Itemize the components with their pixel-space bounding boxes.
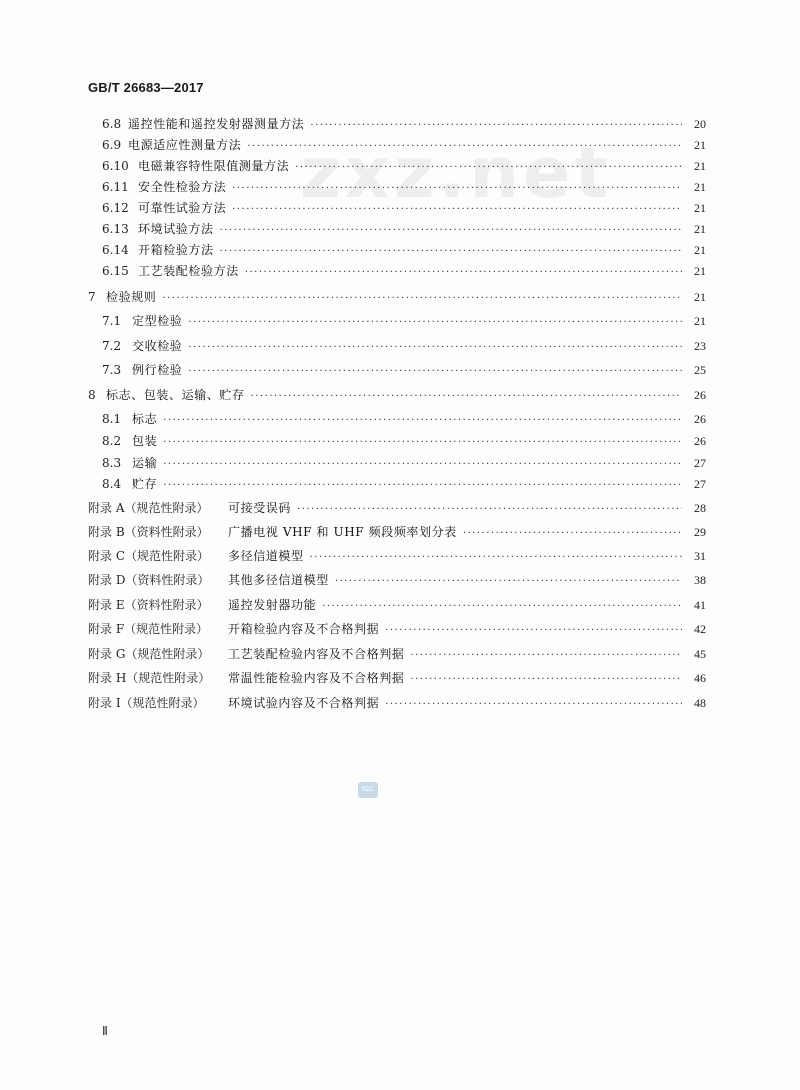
- toc-entry-number: 6.13: [102, 222, 129, 236]
- toc-entry-title: 电源适应性测量方法: [128, 138, 242, 152]
- toc-entry[interactable]: [102, 474, 706, 494]
- toc-leader-dots: [232, 179, 682, 199]
- toc-leader-dots: [220, 242, 682, 262]
- publisher-stamp-icon: SDC: [358, 782, 378, 798]
- toc-entry-page: 21: [694, 159, 706, 173]
- watermark: zxz.net: [300, 132, 612, 214]
- toc-entry-number: 6.8: [102, 117, 122, 131]
- toc-entry-title: 包装: [132, 434, 158, 448]
- toc-entry-number: 6.11: [102, 180, 129, 194]
- toc-entry-page: 23: [694, 339, 706, 353]
- toc-leader-dots: [232, 200, 682, 220]
- toc-entry-page: 21: [694, 201, 706, 215]
- toc-entry-number: 8.3: [102, 456, 122, 470]
- toc-leader-dots: [410, 646, 682, 666]
- toc-entry-page: 20: [694, 117, 706, 131]
- toc-leader-dots: [247, 137, 682, 157]
- toc-entry[interactable]: [88, 693, 706, 713]
- toc-entry-title: 开箱检验方法: [138, 243, 214, 257]
- toc-leader-dots: [385, 621, 682, 641]
- toc-leader-dots: [163, 455, 682, 475]
- toc-entry[interactable]: [102, 177, 706, 197]
- toc-entry-number: 附录 H（规范性附录）: [88, 671, 211, 685]
- toc-entry-page: 21: [694, 180, 706, 194]
- toc-entry-number: 8: [88, 388, 96, 402]
- toc-entry[interactable]: [102, 219, 706, 239]
- toc-leader-dots: [297, 500, 682, 520]
- toc-entry-title: 标志: [132, 412, 158, 426]
- toc-entry-number: 附录 I（规范性附录）: [88, 696, 205, 710]
- toc-entry-page: 41: [694, 598, 706, 612]
- toc-entry-page: 45: [694, 647, 706, 661]
- toc-entry-page: 25: [694, 363, 706, 377]
- toc-entry-number: 7: [88, 290, 96, 304]
- toc-entry-page: 21: [694, 138, 706, 152]
- toc-entry-title: 电磁兼容特性限值测量方法: [138, 159, 290, 173]
- toc-leader-dots: [463, 524, 682, 544]
- toc-entry-page: 26: [694, 434, 706, 448]
- toc-entry-page: 46: [694, 671, 706, 685]
- toc-leader-dots: [188, 362, 682, 382]
- toc-entry-title: 标志、包装、运输、贮存: [106, 388, 245, 402]
- toc-entry-number: 6.10: [102, 159, 129, 173]
- toc-entry-number: 附录 F（规范性附录）: [88, 622, 209, 636]
- toc-entry[interactable]: [88, 668, 706, 688]
- toc-entry-title: 常温性能检验内容及不合格判据: [228, 671, 405, 685]
- toc-entry-number: 附录 D（资料性附录）: [88, 573, 210, 587]
- toc-entry[interactable]: [88, 595, 706, 615]
- toc-entry[interactable]: [102, 360, 706, 380]
- toc-entry-title: 工艺装配检验方法: [138, 264, 239, 278]
- document-id-header: GB/T 26683—2017: [88, 80, 204, 95]
- toc-entry-title: 贮存: [132, 477, 158, 491]
- toc-entry[interactable]: [88, 287, 706, 307]
- toc-leader-dots: [220, 221, 682, 241]
- toc-entry[interactable]: [102, 240, 706, 260]
- toc-entry[interactable]: [102, 431, 706, 451]
- toc-leader-dots: [295, 158, 682, 178]
- toc-leader-dots: [335, 572, 682, 592]
- toc-entry-title: 交收检验: [132, 339, 183, 353]
- toc-leader-dots: [322, 597, 682, 617]
- toc-entry-page: 21: [694, 222, 706, 236]
- toc-leader-dots: [410, 670, 682, 690]
- toc-entry-number: 6.9: [102, 138, 122, 152]
- toc-entry-page: 26: [694, 388, 706, 402]
- toc-entry-number: 7.3: [102, 363, 122, 377]
- toc-entry-number: 7.2: [102, 339, 122, 353]
- toc-entry-page: 42: [694, 622, 706, 636]
- toc-entry-title: 安全性检验方法: [138, 180, 227, 194]
- toc-leader-dots: [385, 695, 682, 715]
- toc-entry[interactable]: [88, 522, 706, 542]
- toc-entry-title: 其他多径信道模型: [228, 573, 329, 587]
- toc-entry-number: 附录 G（规范性附录）: [88, 647, 210, 661]
- toc-entry[interactable]: [102, 336, 706, 356]
- toc-entry[interactable]: [88, 619, 706, 639]
- toc-entry-page: 21: [694, 314, 706, 328]
- toc-entry-title: 工艺装配检验内容及不合格判据: [228, 647, 405, 661]
- toc-leader-dots: [251, 387, 682, 407]
- toc-entry-title: 多径信道模型: [228, 549, 304, 563]
- toc-entry[interactable]: [102, 198, 706, 218]
- toc-entry-number: 附录 A（规范性附录）: [88, 501, 209, 515]
- toc-entry[interactable]: [102, 135, 706, 155]
- toc-entry-page: 48: [694, 696, 706, 710]
- toc-entry-title: 可靠性试验方法: [138, 201, 227, 215]
- toc-entry-page: 21: [694, 264, 706, 278]
- toc-entry[interactable]: [88, 498, 706, 518]
- toc-entry-title: 环境试验方法: [138, 222, 214, 236]
- toc-leader-dots: [162, 289, 682, 309]
- toc-entry-page: 27: [694, 456, 706, 470]
- toc-entry-title: 运输: [132, 456, 158, 470]
- toc-entry-number: 6.14: [102, 243, 129, 257]
- toc-entry[interactable]: [88, 385, 706, 405]
- toc-leader-dots: [310, 116, 682, 136]
- toc-leader-dots: [188, 313, 682, 333]
- toc-entry-number: 8.4: [102, 477, 122, 491]
- toc-leader-dots: [163, 411, 682, 431]
- toc-entry[interactable]: [102, 453, 706, 473]
- toc-entry-page: 28: [694, 501, 706, 515]
- toc-leader-dots: [188, 338, 682, 358]
- toc-entry-title: 遥控性能和遥控发射器测量方法: [128, 117, 305, 131]
- toc-entry-page: 38: [694, 573, 706, 587]
- toc-entry[interactable]: [102, 261, 706, 281]
- toc-entry-title: 例行检验: [132, 363, 183, 377]
- toc-entry-title: 遥控发射器功能: [228, 598, 317, 612]
- toc-entry-number: 附录 C（规范性附录）: [88, 549, 209, 563]
- toc-entry[interactable]: [102, 409, 706, 429]
- toc-leader-dots: [163, 433, 682, 453]
- toc-entry[interactable]: [102, 114, 706, 134]
- toc-entry-page: 21: [694, 243, 706, 257]
- toc-entry-number: 8.1: [102, 412, 122, 426]
- toc-entry-title: 检验规则: [106, 290, 157, 304]
- toc-entry-number: 7.1: [102, 314, 122, 328]
- toc-leader-dots: [163, 476, 682, 496]
- toc-entry-title: 广播电视 VHF 和 UHF 频段频率划分表: [228, 525, 457, 539]
- toc-entry-page: 26: [694, 412, 706, 426]
- page-number: Ⅱ: [102, 1024, 108, 1038]
- toc-entry[interactable]: [102, 156, 706, 176]
- toc-entry-number: 附录 E（资料性附录）: [88, 598, 209, 612]
- toc-entry-page: 27: [694, 477, 706, 491]
- toc-entry-number: 6.15: [102, 264, 129, 278]
- toc-entry[interactable]: [88, 570, 706, 590]
- toc-entry-page: 21: [694, 290, 706, 304]
- toc-entry-number: 6.12: [102, 201, 129, 215]
- toc-entry-number: 8.2: [102, 434, 122, 448]
- toc-entry-page: 29: [694, 525, 706, 539]
- toc-entry-number: 附录 B（资料性附录）: [88, 525, 209, 539]
- toc-entry-title: 可接受误码: [228, 501, 292, 515]
- toc-entry-title: 定型检验: [132, 314, 183, 328]
- toc-entry-title: 开箱检验内容及不合格判据: [228, 622, 380, 636]
- toc-leader-dots: [245, 263, 682, 283]
- toc-leader-dots: [310, 548, 682, 568]
- toc-entry[interactable]: [102, 311, 706, 331]
- toc-entry[interactable]: [88, 644, 706, 664]
- toc-entry[interactable]: [88, 546, 706, 566]
- toc-entry-page: 31: [694, 549, 706, 563]
- toc-entry-title: 环境试验内容及不合格判据: [228, 696, 380, 710]
